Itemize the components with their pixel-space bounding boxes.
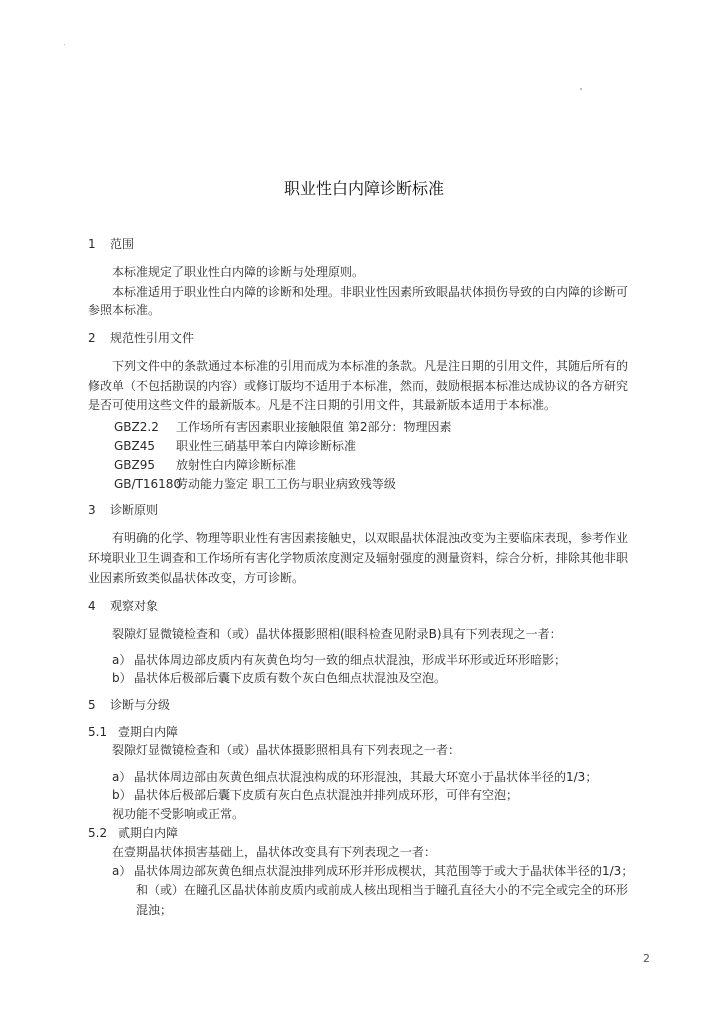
paragraph: 本标准规定了职业性白内障的诊断与处理原则。 xyxy=(112,265,365,279)
subsection-5-2-heading: 5.2 贰期白内障 xyxy=(88,826,179,840)
reference-item: GBZ45 职业性三硝基甲苯白内障诊断标准 xyxy=(114,439,357,453)
reference-item: GB/T16180劳动能力鉴定 职工工伤与职业病致残等级 xyxy=(114,477,396,491)
paragraph-continuation: 修改单（不包括勘误的内容）或修订版均不适用于本标准，然而，鼓励根据本标准达成协议的各方研究 xyxy=(88,379,629,393)
paragraph: 在壹期晶状体损害基础上，晶状体改变具有下列表现之一者： xyxy=(112,845,437,859)
paragraph: 下列文件中的条款通过本标准的引用而成为本标准的条款。凡是注日期的引用文件，其随后所有的 xyxy=(112,359,629,373)
list-item-continuation: 混浊； xyxy=(136,903,173,917)
section-4-heading: 4 观察对象 xyxy=(88,599,159,613)
document-title: 职业性白内障诊断标准 xyxy=(283,179,444,198)
paragraph: 本标准适用于职业性白内障的诊断和处理。非职业性因素所致眼晶状体损伤导致的白内障的诊断可 xyxy=(112,285,629,299)
section-2-heading: 2 规范性引用文件 xyxy=(88,331,195,345)
scan-speck xyxy=(580,88,582,90)
section-3-heading: 3 诊断原则 xyxy=(88,503,159,517)
list-item: a） 晶状体周边部皮质内有灰黄色均匀一致的细点状混浊，形成半环形或近环形暗影； xyxy=(112,653,567,667)
paragraph-continuation: 环境职业卫生调查和工作场所有害化学物质浓度测定及辐射强度的测量资料，综合分析，排除其他非职 xyxy=(88,551,629,565)
paragraph-continuation: 是否可使用这些文件的最新版本。凡是不注日期的引用文件，其最新版本适用于本标准。 xyxy=(88,398,557,412)
paragraph: 有明确的化学、物理等职业性有害因素接触史，以双眼晶状体混浊改变为主要临床表现，参考作业 xyxy=(112,531,629,545)
list-item: b） 晶状体后极部后囊下皮质有灰白色点状混浊并排列成环形，可伴有空泡； xyxy=(112,788,519,802)
reference-item: GBZ95 放射性白内障诊断标准 xyxy=(114,458,297,472)
subsection-5-1-heading: 5.1 壹期白内障 xyxy=(88,725,179,739)
section-1-heading: 1 范围 xyxy=(88,237,135,251)
list-item: a） 晶状体周边部灰黄色细点状混浊排列成环形并形成楔状，其范围等于或大于晶状体半径的1/3； xyxy=(112,864,634,878)
scan-speck xyxy=(64,44,65,45)
paragraph: 裂隙灯显微镜检查和（或）晶状体摄影照相具有下列表现之一者： xyxy=(112,743,461,757)
list-item: a） 晶状体周边部由灰黄色细点状混浊构成的环形混浊，其最大环宽小于晶状体半径的1/3； xyxy=(112,770,598,784)
list-item: b） 晶状体后极部后囊下皮质有数个灰白色细点状混浊及空泡。 xyxy=(112,671,447,685)
section-5-heading: 5 诊断与分级 xyxy=(88,698,171,712)
list-item-continuation: 和（或）在瞳孔区晶状体前皮质内或前成人核出现相当于瞳孔直径大小的不完全或完全的环形 xyxy=(136,883,629,897)
paragraph: 裂隙灯显微镜检查和（或）晶状体摄影照相(眼科检查见附录B)具有下列表现之一者： xyxy=(112,627,562,641)
page-number: 2 xyxy=(643,952,650,965)
paragraph-continuation: 业因素所致类似晶状体改变，方可诊断。 xyxy=(88,571,305,585)
reference-item: GBZ2.2 工作场所有害因素职业接触限值 第2部分：物理因素 xyxy=(114,420,452,434)
paragraph-continuation: 参照本标准。 xyxy=(88,303,161,317)
paragraph: 视功能不受影响或正常。 xyxy=(112,807,245,821)
